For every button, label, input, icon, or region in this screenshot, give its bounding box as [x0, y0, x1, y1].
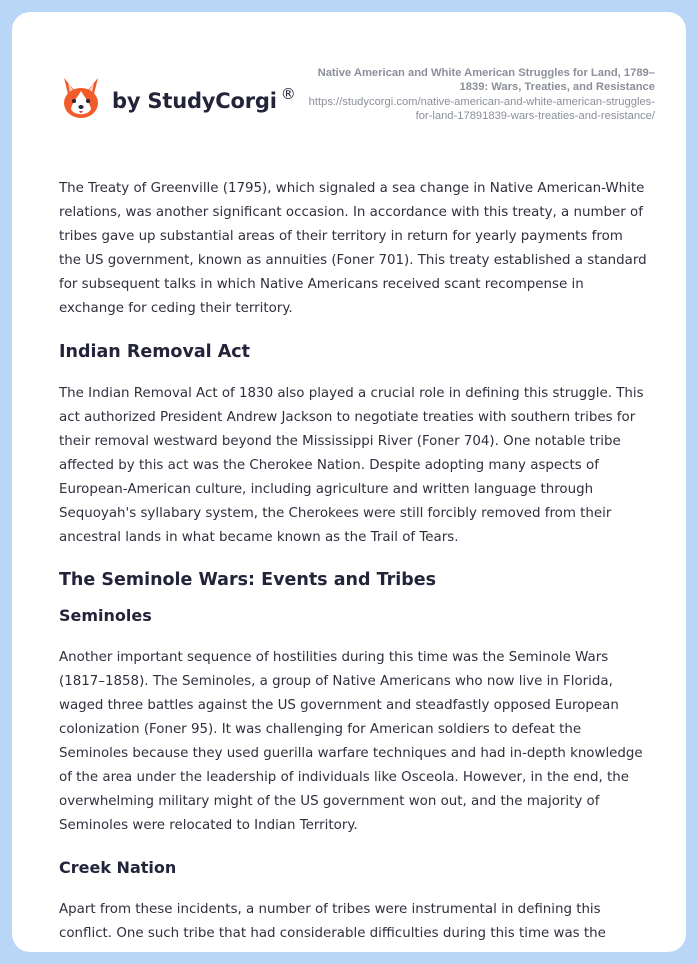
intro-paragraph: The Treaty of Greenville (1795), which signaled a sea change in Native American-White relations, was another significant occasion. In accordance with this treaty, a number of tribes gave up substantial areas of their territory in return for yearly payments from the US government, known as annuities (Foner 701). This treaty established a standard for subsequent talks in which Native Americans received scant recompense in exchange for ceding their territory. [59, 181, 647, 316]
seminoles-paragraph: Another important sequence of hostilities during this time was the Seminole Wars (1817–1858). The Seminoles, a group of Native Americans who now live in Florida, waged three battles against the US government and steadfastly opposed European colonization (Foner 95). It was challenging for American soldiers to defeat the Seminoles because they used guerilla warfare techniques and had in-depth knowledge of the area under the leadership of individuals like Osceola. However, in the end, the overwhelming military might of the US government won out, and the majority of Seminoles were relocated to Indian Territory. [59, 650, 643, 833]
document-title: Native American and White American Struggles for Land, 1789–1839: Wars, Treaties, and Resistance [317, 67, 655, 93]
creek-paragraph: Apart from these incidents, a number of tribes were instrumental in defining this conflict. One such tribe that had considerable difficulties during this time was the [59, 902, 606, 941]
section-heading-seminole-wars: The Seminole Wars: Events and Tribes [59, 570, 437, 590]
document-url[interactable]: https://studycorgi.com/native-american-and-white-american-struggles-for-land-17891839-wars-treaties-and-resistance/ [308, 96, 655, 122]
subsection-heading-creek-nation: Creek Nation [59, 858, 177, 877]
brand[interactable] [60, 76, 296, 120]
section-heading-indian-removal-act: Indian Removal Act [59, 342, 251, 362]
registered-mark: ® [280, 85, 296, 103]
brand-name-text: by StudyCorgi [112, 89, 277, 113]
document-page [12, 12, 686, 952]
brand-name [112, 85, 296, 113]
removal-paragraph: The Indian Removal Act of 1830 also played a crucial role in defining this struggle. This act authorized President Andrew Jackson to negotiate treaties with southern tribes for their removal westward beyond the Mississippi River (Foner 704). One notable tribe affected by this act was the Cherokee Nation. Despite adopting many aspects of European-American culture, including agriculture and written language through Sequoyah's syllabary system, the Cherokees were still forcibly removed from their ancestral lands in what became known as the Trail of Tears. [59, 386, 644, 545]
document-meta [305, 66, 655, 123]
corgi-logo-icon [60, 76, 102, 120]
article-body [59, 177, 649, 946]
subsection-heading-seminoles: Seminoles [59, 606, 152, 625]
